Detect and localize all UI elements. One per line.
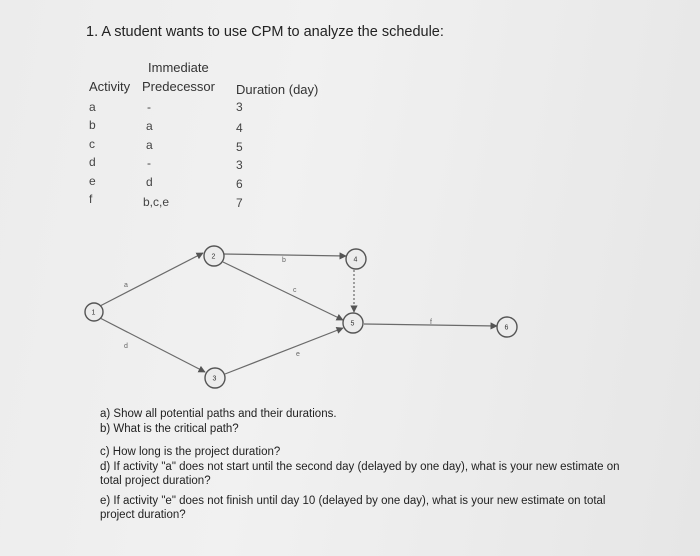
node-2-label: 2 [211, 253, 216, 261]
node-1-label: 1 [91, 309, 96, 317]
cell-predecessor: b,c,e [143, 195, 170, 209]
question-b: b) What is the critical path? [100, 423, 239, 435]
node-3 [205, 368, 225, 388]
cell-predecessor: - [147, 156, 151, 170]
cell-activity: f [89, 192, 93, 206]
cell-predecessor: d [146, 175, 153, 189]
cell-duration: 3 [236, 100, 243, 114]
node-4-label: 4 [353, 256, 358, 264]
cell-predecessor: a [146, 119, 153, 133]
edge-c [223, 262, 343, 320]
edge-b [223, 254, 346, 256]
edge-a [100, 253, 203, 306]
cell-activity: d [89, 155, 96, 169]
cell-activity: a [89, 100, 96, 114]
cell-duration: 4 [236, 121, 243, 135]
cell-predecessor: - [147, 100, 151, 114]
node-3-label: 3 [212, 375, 217, 383]
question-c: c) How long is the project duration? [100, 446, 281, 458]
cell-duration: 6 [236, 177, 243, 191]
node-5 [343, 313, 363, 333]
node-2 [204, 246, 224, 266]
node-4 [346, 249, 366, 269]
edge-label-f: f [430, 319, 432, 326]
edge-label-c: c [293, 287, 297, 294]
edge-label-d: d [124, 343, 128, 350]
node-1 [85, 303, 103, 321]
edge-d [100, 318, 205, 372]
question-a: a) Show all potential paths and their durations. [100, 408, 337, 420]
cell-duration: 7 [236, 196, 243, 210]
node-6 [497, 317, 517, 337]
edge-label-a: a [124, 282, 128, 289]
cell-activity: c [89, 137, 95, 151]
question-e-line1: e) If activity "e" does not finish until day 10 (delayed by one day), what is your new estimate on total [100, 495, 606, 507]
cell-activity: e [89, 174, 96, 188]
cell-duration: 5 [236, 140, 243, 154]
cell-activity: b [89, 118, 96, 132]
cell-duration: 3 [236, 158, 243, 172]
cell-predecessor: a [146, 138, 153, 152]
question-d-line1: d) If activity "a" does not start until the second day (delayed by one day), what is your new estimate on [100, 461, 620, 473]
header-predecessor: Predecessor [142, 79, 215, 94]
header-duration: Duration (day) [236, 82, 319, 97]
edge-label-e: e [296, 351, 300, 358]
header-activity: Activity [89, 79, 131, 94]
question-d-line2: total project duration? [100, 475, 211, 487]
question-e-line2: project duration? [100, 509, 186, 521]
node-6-label: 6 [504, 324, 509, 332]
header-immediate: Immediate [148, 60, 209, 75]
edge-e [225, 328, 343, 374]
problem-title: 1. A student wants to use CPM to analyze the schedule: [86, 24, 444, 40]
edge-label-b: b [282, 257, 286, 264]
node-5-label: 5 [350, 320, 355, 328]
